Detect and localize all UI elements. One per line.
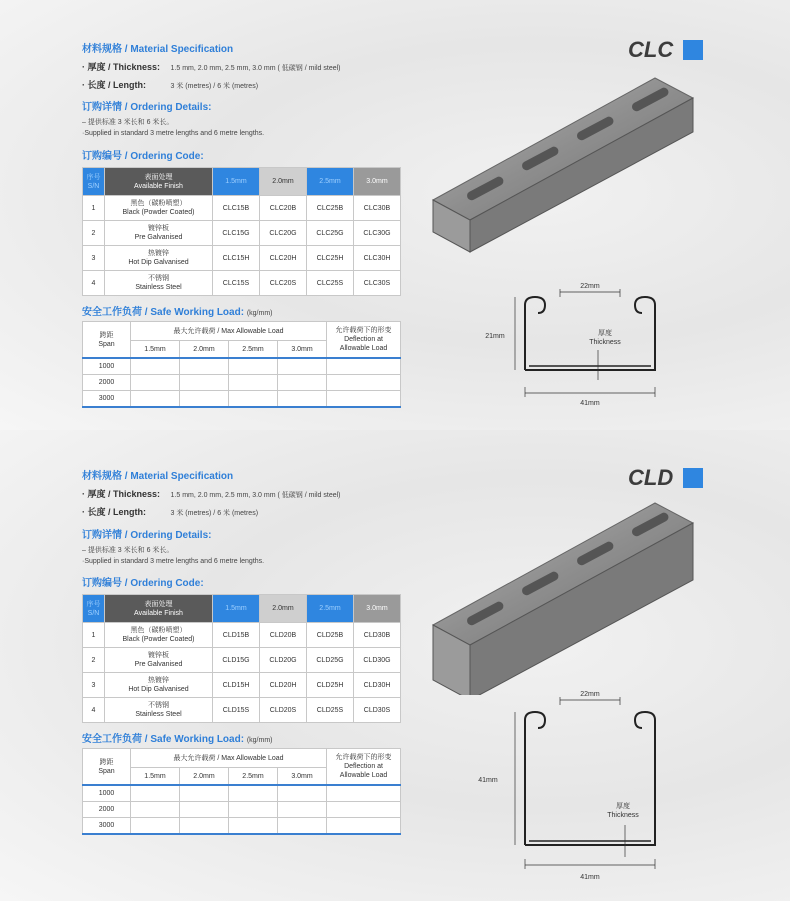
base-dim-label: 41mm	[580, 874, 600, 881]
span-cn: 跨距	[99, 758, 114, 766]
safe-working-load-table	[82, 748, 401, 835]
swl-col-3: 2.5mm	[229, 768, 278, 786]
finish-en: Hot Dip Galvanised	[128, 259, 189, 266]
code-cell: CLD25H	[307, 673, 354, 698]
logo-square-icon	[683, 468, 703, 488]
thickness-dim-en: Thickness	[589, 339, 621, 346]
deflection-en-2: Allowable Load	[339, 345, 388, 352]
load-cell	[229, 785, 278, 802]
ordering-code-heading: 订购编号 / Ordering Code:	[82, 578, 204, 589]
finish-header-cn: 表面处理	[144, 600, 173, 608]
finish-cn: 不锈钢	[148, 275, 169, 282]
material-heading: 材料规格 / Material Specification	[82, 471, 234, 482]
deflection-cell	[327, 358, 401, 375]
code-cell: CLD25B	[307, 623, 354, 648]
finish-cell	[105, 698, 213, 723]
code-cell: CLC20S	[260, 271, 307, 296]
finish-cn: 不锈钢	[148, 702, 169, 709]
code-cell: CLD20B	[260, 623, 307, 648]
ordering-note-en: ·Supplied in standard 3 metre lengths and 6 metre lengths.	[82, 130, 265, 137]
code-cell: CLC20H	[260, 246, 307, 271]
code-cell: CLD30B	[354, 623, 401, 648]
span-cell: 2000	[83, 375, 131, 391]
length-row	[82, 505, 258, 518]
sn-cell: 2	[83, 221, 105, 246]
code-cell: CLD15G	[213, 648, 260, 673]
max-load-header: 最大允许载荷 / Max Allowable Load	[131, 749, 327, 768]
span-cell: 1000	[83, 785, 131, 802]
product-logo: CLD	[628, 465, 674, 490]
load-cell	[131, 802, 180, 818]
thickness-dim-cn: 厚度	[616, 803, 630, 810]
table-row	[83, 698, 401, 723]
load-cell	[180, 391, 229, 408]
swl-header-row	[83, 749, 401, 768]
ordering-code-heading: 订购编号 / Ordering Code:	[82, 151, 204, 162]
code-cell: CLD15S	[213, 698, 260, 723]
finish-cn: 黑色（碳粉喷塑）	[130, 200, 187, 207]
base-dim-label: 41mm	[580, 400, 600, 407]
load-cell	[278, 818, 327, 835]
length-value: 3 米 (metres) / 6 米 (metres)	[170, 510, 259, 517]
code-cell: CLC25G	[307, 221, 354, 246]
height-dim-label: 41mm	[478, 777, 498, 784]
col-header-4: 3.0mm	[354, 595, 401, 623]
thickness-value: 1.5 mm, 2.0 mm, 2.5 mm, 3.0 mm ( 低碳钢 / mild steel)	[170, 492, 341, 499]
finish-cell	[105, 673, 213, 698]
load-cell	[180, 358, 229, 375]
swl-col-4: 3.0mm	[278, 768, 327, 786]
span-en: Span	[98, 340, 115, 348]
table-row	[83, 375, 401, 391]
deflection-cell	[327, 785, 401, 802]
ordering-details-heading: 订购详情 / Ordering Details:	[82, 530, 212, 541]
load-cell	[229, 802, 278, 818]
swl-heading-text: 安全工作负荷 / Safe Working Load:	[82, 307, 245, 318]
code-cell: CLD30S	[354, 698, 401, 723]
deflection-en-1: Deflection at	[344, 336, 383, 343]
table-row	[83, 221, 401, 246]
ordering-note-en: ·Supplied in standard 3 metre lengths and 6 metre lengths.	[82, 558, 265, 565]
swl-unit: (kg/mm)	[246, 737, 273, 744]
table-row	[83, 802, 401, 818]
table-header-row	[83, 595, 401, 623]
thickness-row	[82, 60, 341, 73]
ordering-note-cn: – 提供标准 3 米长和 6 米长。	[82, 119, 174, 126]
code-cell: CLC20G	[260, 221, 307, 246]
length-row	[82, 78, 258, 91]
load-cell	[278, 375, 327, 391]
code-cell: CLD20G	[260, 648, 307, 673]
swl-col-2: 2.0mm	[180, 341, 229, 359]
code-cell: CLC20B	[260, 196, 307, 221]
finish-cell	[105, 648, 213, 673]
finish-header	[105, 595, 213, 623]
dimension-drawing	[470, 685, 690, 885]
swl-col-1: 1.5mm	[131, 768, 180, 786]
code-cell: CLC15H	[213, 246, 260, 271]
ordering-note-cn: – 提供标准 3 米长和 6 米长。	[82, 547, 174, 554]
swl-header-row	[83, 322, 401, 341]
ordering-code-table	[82, 167, 401, 296]
deflection-cn: 允许载荷下的形变	[335, 754, 392, 761]
load-cell	[180, 802, 229, 818]
thickness-value: 1.5 mm, 2.0 mm, 2.5 mm, 3.0 mm ( 低碳钢 / mild steel)	[170, 65, 341, 72]
deflection-cell	[327, 818, 401, 835]
finish-cell	[105, 196, 213, 221]
sn-cell: 3	[83, 246, 105, 271]
span-cell: 2000	[83, 802, 131, 818]
swl-heading-text: 安全工作负荷 / Safe Working Load:	[82, 734, 245, 745]
span-header	[83, 749, 131, 786]
code-cell: CLD15H	[213, 673, 260, 698]
code-cell: CLC15G	[213, 221, 260, 246]
load-cell	[278, 785, 327, 802]
channel-illustration	[425, 70, 715, 255]
material-heading: 材料规格 / Material Specification	[82, 44, 234, 55]
swl-unit: (kg/mm)	[246, 310, 273, 317]
sn-cell: 4	[83, 271, 105, 296]
finish-header-cn: 表面处理	[144, 173, 173, 181]
finish-en: Pre Galvanised	[134, 661, 183, 668]
table-row	[83, 271, 401, 296]
sn-cell: 1	[83, 196, 105, 221]
finish-cell	[105, 271, 213, 296]
deflection-cn: 允许载荷下的形变	[335, 327, 392, 334]
width-dim-label: 22mm	[580, 691, 600, 698]
sn-cell: 4	[83, 698, 105, 723]
code-cell: CLD25G	[307, 648, 354, 673]
span-en: Span	[98, 767, 115, 775]
deflection-en-2: Allowable Load	[339, 772, 388, 779]
swl-col-3: 2.5mm	[229, 341, 278, 359]
load-cell	[131, 375, 180, 391]
swl-col-2: 2.0mm	[180, 768, 229, 786]
thickness-label: · 厚度 / Thickness:	[82, 62, 161, 72]
table-row	[83, 246, 401, 271]
finish-cn: 镀锌板	[148, 652, 169, 659]
deflection-en-1: Deflection at	[344, 763, 383, 770]
code-cell: CLC15B	[213, 196, 260, 221]
load-cell	[131, 391, 180, 408]
col-header-2: 2.0mm	[260, 168, 307, 196]
swl-col-1: 1.5mm	[131, 341, 180, 359]
code-cell: CLC30B	[354, 196, 401, 221]
code-cell: CLD20S	[260, 698, 307, 723]
finish-header	[105, 168, 213, 196]
table-row	[83, 391, 401, 408]
finish-en: Black (Powder Coated)	[122, 209, 195, 216]
load-cell	[229, 391, 278, 408]
thickness-label: · 厚度 / Thickness:	[82, 489, 161, 499]
swl-heading	[82, 303, 273, 318]
thickness-dim-en: Thickness	[607, 812, 639, 819]
table-row	[83, 648, 401, 673]
finish-en: Stainless Steel	[135, 284, 182, 291]
code-cell: CLC30H	[354, 246, 401, 271]
finish-en: Pre Galvanised	[134, 234, 183, 241]
sn-cell: 3	[83, 673, 105, 698]
code-cell: CLC30S	[354, 271, 401, 296]
finish-cell	[105, 623, 213, 648]
code-cell: CLD20H	[260, 673, 307, 698]
length-label: · 长度 / Length:	[82, 507, 146, 517]
load-cell	[131, 358, 180, 375]
table-row	[83, 623, 401, 648]
max-load-header: 最大允许载荷 / Max Allowable Load	[131, 322, 327, 341]
thickness-row	[82, 487, 341, 500]
channel-illustration	[425, 495, 715, 695]
col-header-1: 1.5mm	[213, 595, 260, 623]
col-header-3: 2.5mm	[307, 595, 354, 623]
finish-header-en: Available Finish	[134, 182, 183, 190]
table-row	[83, 818, 401, 835]
length-label: · 长度 / Length:	[82, 80, 146, 90]
code-cell: CLD15B	[213, 623, 260, 648]
safe-working-load-table	[82, 321, 401, 408]
load-cell	[229, 818, 278, 835]
logo-square-icon	[683, 40, 703, 60]
code-cell: CLD30H	[354, 673, 401, 698]
sn-cell: 2	[83, 648, 105, 673]
span-header	[83, 322, 131, 359]
code-cell: CLD25S	[307, 698, 354, 723]
col-header-4: 3.0mm	[354, 168, 401, 196]
finish-cn: 黑色（碳粉喷塑）	[130, 627, 187, 634]
col-header-2: 2.0mm	[260, 595, 307, 623]
length-value: 3 米 (metres) / 6 米 (metres)	[170, 83, 259, 90]
load-cell	[180, 818, 229, 835]
load-cell	[278, 358, 327, 375]
finish-header-en: Available Finish	[134, 609, 183, 617]
load-cell	[278, 802, 327, 818]
code-cell: CLD30G	[354, 648, 401, 673]
span-cell: 3000	[83, 818, 131, 835]
section-cld	[0, 430, 790, 901]
sn-cell: 1	[83, 623, 105, 648]
deflection-cell	[327, 375, 401, 391]
deflection-header	[327, 322, 401, 359]
thickness-dim-cn: 厚度	[598, 330, 612, 337]
deflection-header	[327, 749, 401, 786]
span-cell: 3000	[83, 391, 131, 408]
swl-col-4: 3.0mm	[278, 341, 327, 359]
col-header-3: 2.5mm	[307, 168, 354, 196]
load-cell	[229, 358, 278, 375]
height-dim-label: 21mm	[485, 333, 505, 340]
product-logo: CLC	[628, 37, 674, 62]
dimension-drawing	[470, 275, 690, 410]
code-cell: CLC25S	[307, 271, 354, 296]
width-dim-label: 22mm	[580, 283, 600, 290]
span-cn: 跨距	[99, 331, 114, 339]
col-header-1: 1.5mm	[213, 168, 260, 196]
load-cell	[180, 785, 229, 802]
load-cell	[131, 785, 180, 802]
deflection-cell	[327, 391, 401, 408]
table-row	[83, 673, 401, 698]
section-clc	[0, 0, 790, 430]
load-cell	[131, 818, 180, 835]
sn-header: 序号 S/N	[83, 168, 105, 196]
code-cell: CLC30G	[354, 221, 401, 246]
table-row	[83, 358, 401, 375]
table-header-row	[83, 168, 401, 196]
table-row	[83, 196, 401, 221]
code-cell: CLC25H	[307, 246, 354, 271]
finish-en: Stainless Steel	[135, 711, 182, 718]
ordering-code-table	[82, 594, 401, 723]
code-cell: CLC15S	[213, 271, 260, 296]
code-cell: CLC25B	[307, 196, 354, 221]
finish-cn: 热镀锌	[148, 250, 169, 257]
table-row	[83, 785, 401, 802]
swl-heading	[82, 730, 273, 745]
finish-cell	[105, 246, 213, 271]
finish-cn: 镀锌板	[148, 225, 169, 232]
finish-en: Hot Dip Galvanised	[128, 686, 189, 693]
span-cell: 1000	[83, 358, 131, 375]
finish-en: Black (Powder Coated)	[122, 636, 195, 643]
load-cell	[278, 391, 327, 408]
sn-header: 序号 S/N	[83, 595, 105, 623]
deflection-cell	[327, 802, 401, 818]
finish-cell	[105, 221, 213, 246]
load-cell	[180, 375, 229, 391]
finish-cn: 热镀锌	[148, 677, 169, 684]
ordering-details-heading: 订购详情 / Ordering Details:	[82, 102, 212, 113]
load-cell	[229, 375, 278, 391]
